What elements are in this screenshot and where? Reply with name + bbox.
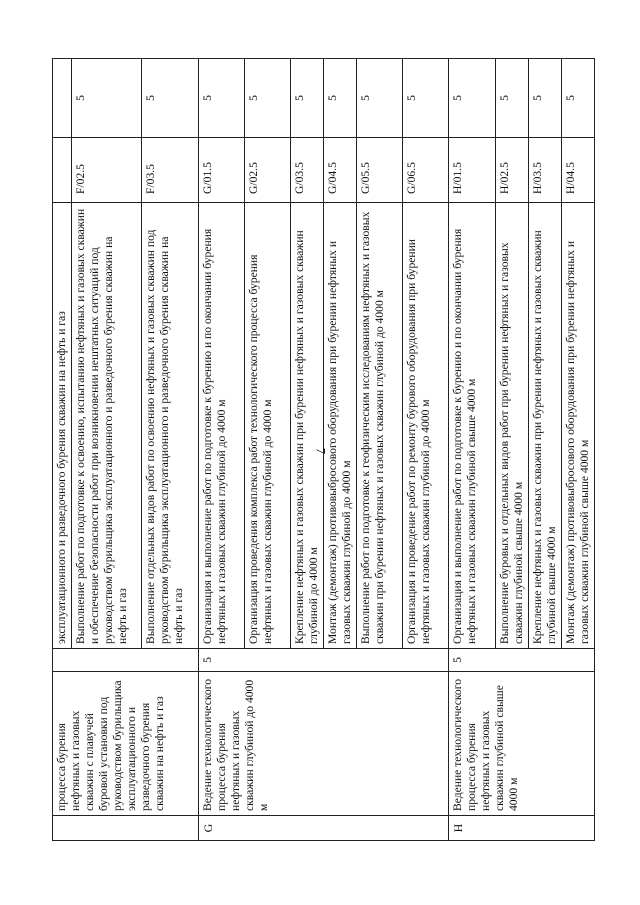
page-number: 7: [313, 447, 329, 455]
generalized-function-title: Ведение технологического процесса бурения нефтяных и газовых скважин глубиной до 4000 м: [198, 672, 449, 816]
labor-function-code: G/05.5: [357, 138, 403, 203]
labor-function-level: 5: [323, 59, 356, 138]
labor-function-code: G/04.5: [323, 138, 356, 203]
labor-function-code: F/03.5: [142, 138, 198, 203]
labor-function-name: Монтаж (демонтаж) противовыбросового оборудования при бурении нефтяных и газовых скважин глубиной до 4000 м: [323, 203, 356, 649]
labor-function-level: 5: [403, 59, 449, 138]
group-level: 5: [449, 649, 595, 672]
labor-function-level: 5: [357, 59, 403, 138]
labor-function-code: [53, 138, 72, 203]
labor-function-level: 5: [198, 59, 244, 138]
labor-function-code: H/04.5: [561, 138, 594, 203]
labor-function-code: H/03.5: [528, 138, 561, 203]
labor-function-code: G/02.5: [244, 138, 290, 203]
labor-function-name: Выполнение работ по подготовке к геофизическим исследованиям нефтяных и газовых скважин при бурении нефтяных и газовых скважин глубиной до 4000 м: [357, 203, 403, 649]
generalized-function-title: процесса бурения нефтяных и газовых скважин с плавучей буровой установки под руководством бурильщика эксплуатационного и разведочного бурения скважин на нефть и газ: [53, 672, 199, 816]
labor-function-level: 5: [449, 59, 495, 138]
labor-function-level: 5: [290, 59, 323, 138]
labor-function-name: Организация и проведение работ по ремонту бурового оборудования при бурении нефтяных и газовых скважин глубиной до 4000 м: [403, 203, 449, 649]
group-level: 5: [198, 649, 449, 672]
labor-function-name: Организация и выполнение работ по подготовке к бурению и по окончании бурения нефтяных и газовых скважин глубиной свыше 4000 м: [449, 203, 495, 649]
table-row: [449, 59, 495, 841]
table-row: [53, 59, 72, 841]
labor-function-code: G/06.5: [403, 138, 449, 203]
labor-function-name: эксплуатационного и разведочного бурения скважин на нефть и газ: [53, 203, 72, 649]
labor-function-name: Организация и выполнение работ по подготовке к бурению и по окончании бурения нефтяных и газовых скважин глубиной до 4000 м: [198, 203, 244, 649]
labor-function-code: F/02.5: [72, 138, 142, 203]
group-code: G: [198, 816, 449, 841]
generalized-function-title: Ведение технологического процесса бурения нефтяных и газовых скважин глубиной свыше 4000 м: [449, 672, 595, 816]
functions-table: [52, 58, 595, 841]
labor-function-name: Крепление нефтяных и газовых скважин при бурении нефтяных и газовых скважин глубиной свыше 4000 м: [528, 203, 561, 649]
group-code: H: [449, 816, 595, 841]
labor-function-code: G/01.5: [198, 138, 244, 203]
group-level: [53, 649, 199, 672]
labor-function-name: Выполнение работ по подготовке к освоению, испытанию нефтяных и газовых скважин и обеспечение безопасности работ при возникновении нештатных ситуаций под руководством бурильщика эксплуатационного и разведочного бурения скважин на нефть и газ: [72, 203, 142, 649]
labor-function-name: Организация проведения комплекса работ технологического процесса бурения нефтяных и газовых скважин глубиной до 4000 м: [244, 203, 290, 649]
rotated-table-wrapper: [52, 58, 595, 841]
labor-function-name: Выполнение отдельных видов работ по освоению нефтяных и газовых скважин под руководством бурильщика эксплуатационного и разведочного бурения скважин на нефть и газ: [142, 203, 198, 649]
labor-function-level: 5: [561, 59, 594, 138]
labor-function-name: Монтаж (демонтаж) противовыбросового оборудования при бурении нефтяных и газовых скважин глубиной свыше 4000 м: [561, 203, 594, 649]
labor-function-code: H/01.5: [449, 138, 495, 203]
labor-function-level: [53, 59, 72, 138]
labor-function-name: Выполнение буровых и отдельных видов работ при бурении нефтяных и газовых скважин глубиной свыше 4000 м: [495, 203, 528, 649]
group-code: [53, 816, 199, 841]
labor-function-name: Крепление нефтяных и газовых скважин при бурении нефтяных и газовых скважин глубиной до 4000 м: [290, 203, 323, 649]
labor-function-code: H/02.5: [495, 138, 528, 203]
labor-function-level: 5: [72, 59, 142, 138]
table-row: [198, 59, 244, 841]
labor-function-level: 5: [528, 59, 561, 138]
labor-function-level: 5: [142, 59, 198, 138]
labor-function-code: G/03.5: [290, 138, 323, 203]
labor-function-level: 5: [495, 59, 528, 138]
labor-function-level: 5: [244, 59, 290, 138]
